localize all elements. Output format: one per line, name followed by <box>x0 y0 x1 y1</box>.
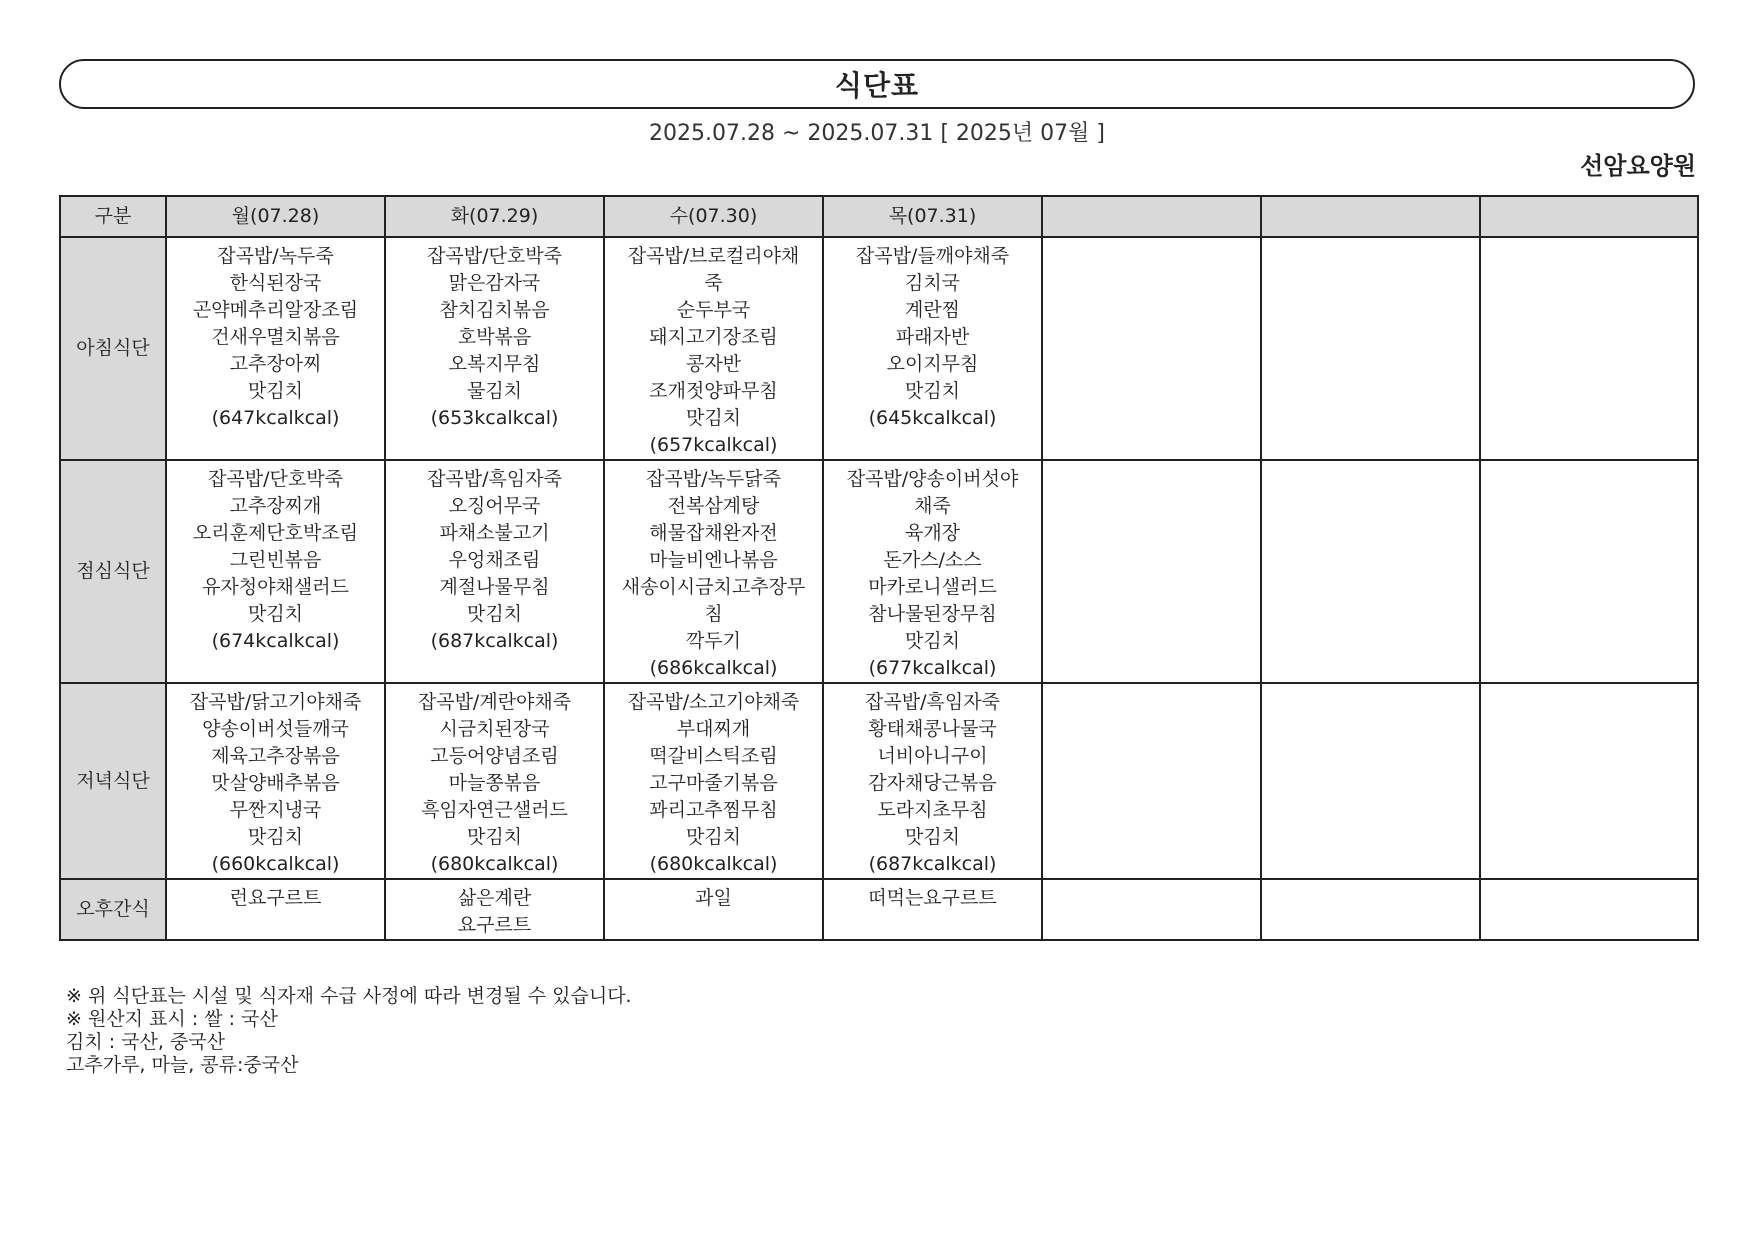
period-range: 2025.07.28 ~ 2025.07.31 [ 2025년 07월 ] <box>649 121 1105 146</box>
menu-item: 부대찌개 <box>676 718 751 740</box>
notes <box>66 985 632 1077</box>
row-breakfast <box>60 237 1698 460</box>
note-line: ※ 위 식단표는 시설 및 식자재 수급 사정에 따라 변경될 수 있습니다. <box>66 985 632 1007</box>
menu-item: 고등어양념조림 <box>430 745 559 767</box>
menu-item: (647kcalkcal) <box>211 407 340 429</box>
menu-item: 건새우멸치볶음 <box>211 326 340 348</box>
menu-item: (645kcalkcal) <box>868 407 997 429</box>
menu-item: 제육고추장볶음 <box>211 745 340 767</box>
menu-item: 마늘비엔나볶음 <box>649 549 778 571</box>
menu-cell <box>823 683 1042 879</box>
menu-item: 참나물된장무침 <box>868 603 997 625</box>
title-box <box>59 59 1695 109</box>
header-empty <box>1042 196 1261 237</box>
menu-item: 맛김치 <box>685 407 742 429</box>
menu-item: 유자청야채샐러드 <box>202 576 349 598</box>
menu-cell <box>1261 683 1480 879</box>
menu-cell <box>1480 879 1698 940</box>
menu-item: 콩자반 <box>685 353 742 375</box>
menu-item: 맛김치 <box>466 603 523 625</box>
menu-item: 곤약메추리알장조림 <box>192 299 359 321</box>
menu-cell <box>823 237 1042 460</box>
menu-item: 고추장아찌 <box>229 353 322 375</box>
menu-item: (674kcalkcal) <box>211 630 340 652</box>
menu-item: 파래자반 <box>895 326 970 348</box>
meal-category: 아침식단 <box>60 237 166 460</box>
menu-cell <box>385 460 604 683</box>
menu-cell <box>166 683 385 879</box>
menu-cell <box>1480 683 1698 879</box>
menu-cell <box>166 460 385 683</box>
menu-item: 잡곡밥/계란야채죽 <box>417 691 572 713</box>
meal-category: 오후간식 <box>60 879 166 940</box>
menu-cell <box>166 237 385 460</box>
note-line: 김치 : 국산, 중국산 <box>66 1031 226 1053</box>
menu-item: 채죽 <box>914 495 951 517</box>
menu-item: (653kcalkcal) <box>430 407 559 429</box>
menu-item: 시금치된장국 <box>439 718 550 740</box>
menu-cell <box>604 237 823 460</box>
menu-item: 맛김치 <box>685 826 742 848</box>
menu-item: 새송이시금치고추장무 <box>621 576 806 598</box>
menu-item: (686kcalkcal) <box>649 657 778 679</box>
menu-item: 돼지고기장조림 <box>649 326 778 348</box>
menu-cell <box>1261 879 1480 940</box>
menu-item: 침 <box>704 603 723 625</box>
header-monday: 월(07.28) <box>166 196 385 237</box>
menu-item: 참치김치볶음 <box>439 299 550 321</box>
menu-item: (657kcalkcal) <box>649 434 778 456</box>
header-wednesday: 수(07.30) <box>604 196 823 237</box>
menu-item: 깍두기 <box>685 630 742 652</box>
menu-item: 맛김치 <box>247 826 304 848</box>
row-lunch <box>60 460 1698 683</box>
menu-item: 그린빈볶음 <box>229 549 322 571</box>
menu-cell <box>385 879 604 940</box>
menu-cell <box>1480 460 1698 683</box>
menu-cell <box>1042 683 1261 879</box>
menu-item: 오이지무침 <box>886 353 979 375</box>
menu-item: 우엉채조림 <box>448 549 541 571</box>
note-line: ※ 원산지 표시 : 쌀 : 국산 <box>66 1008 278 1030</box>
menu-item: 떠먹는요구르트 <box>868 887 997 909</box>
menu-item: 잡곡밥/단호박죽 <box>427 245 562 267</box>
menu-item: 순두부국 <box>676 299 751 321</box>
menu-item: (687kcalkcal) <box>430 630 559 652</box>
menu-item: 맛김치 <box>904 630 961 652</box>
menu-item: (680kcalkcal) <box>430 853 559 875</box>
menu-cell <box>1042 460 1261 683</box>
menu-cell <box>604 460 823 683</box>
menu-item: 감자채당근볶음 <box>868 772 997 794</box>
menu-item: 맛김치 <box>904 380 961 402</box>
menu-item: 황태채콩나물국 <box>868 718 997 740</box>
menu-item: 양송이버섯들깨국 <box>202 718 349 740</box>
menu-item: 떡갈비스틱조림 <box>649 745 778 767</box>
menu-item: 맛김치 <box>247 603 304 625</box>
row-dinner <box>60 683 1698 879</box>
menu-item: 잡곡밥/녹두닭죽 <box>646 468 781 490</box>
menu-cell <box>385 683 604 879</box>
menu-item: 육개장 <box>904 522 961 544</box>
menu-item: 마카로니샐러드 <box>868 576 997 598</box>
menu-item: 도라지초무침 <box>877 799 988 821</box>
menu-item: 잡곡밥/소고기야채죽 <box>627 691 800 713</box>
menu-cell <box>823 879 1042 940</box>
menu-item: 돈가스/소스 <box>883 549 982 571</box>
menu-cell <box>385 237 604 460</box>
menu-item: 잡곡밥/단호박죽 <box>208 468 343 490</box>
menu-table <box>59 195 1699 941</box>
menu-item: (660kcalkcal) <box>211 853 340 875</box>
page-title: 식단표 <box>834 69 920 102</box>
menu-cell <box>604 683 823 879</box>
menu-item: 잡곡밥/브로컬리야채 <box>627 245 800 267</box>
menu-item: 과일 <box>695 887 732 909</box>
menu-item: 김치국 <box>904 272 961 294</box>
header-thursday: 목(07.31) <box>823 196 1042 237</box>
menu-item: 무짠지냉국 <box>229 799 322 821</box>
menu-item: 잡곡밥/녹두죽 <box>217 245 334 267</box>
meal-category: 저녁식단 <box>60 683 166 879</box>
note-line: 고추가루, 마늘, 콩류:중국산 <box>66 1054 299 1076</box>
header-empty <box>1261 196 1480 237</box>
header-empty <box>1480 196 1698 237</box>
menu-item: (687kcalkcal) <box>868 853 997 875</box>
menu-item: 호박볶음 <box>457 326 532 348</box>
menu-cell <box>823 460 1042 683</box>
meal-category: 점심식단 <box>60 460 166 683</box>
menu-item: 잡곡밥/흑임자죽 <box>427 468 562 490</box>
menu-cell <box>1261 460 1480 683</box>
menu-item: 한식된장국 <box>229 272 322 294</box>
menu-item: 계절나물무침 <box>439 576 550 598</box>
menu-item: 맑은감자국 <box>448 272 541 294</box>
menu-item: 죽 <box>704 272 723 294</box>
menu-item: 파채소불고기 <box>439 522 550 544</box>
facility-name: 선암요양원 <box>1580 152 1696 180</box>
menu-item: 오징어무국 <box>448 495 541 517</box>
menu-item: 잡곡밥/닭고기야채죽 <box>189 691 362 713</box>
menu-item: 너비아니구이 <box>877 745 988 767</box>
header-tuesday: 화(07.29) <box>385 196 604 237</box>
menu-item: 요구르트 <box>457 914 532 936</box>
menu-item: 잡곡밥/흑임자죽 <box>865 691 1000 713</box>
menu-item: 해물잡채완자전 <box>649 522 778 544</box>
menu-item: 맛김치 <box>466 826 523 848</box>
menu-item: 오복지무침 <box>448 353 541 375</box>
menu-cell <box>1042 879 1261 940</box>
menu-item: 고구마줄기볶음 <box>649 772 778 794</box>
menu-item: 맛김치 <box>904 826 961 848</box>
menu-cell <box>1042 237 1261 460</box>
menu-item: 맛살양배추볶음 <box>211 772 340 794</box>
menu-item: 계란찜 <box>904 299 961 321</box>
menu-item: 물김치 <box>466 380 523 402</box>
row-snack <box>60 879 1698 940</box>
menu-item: 삶은계란 <box>457 887 532 909</box>
menu-item: (677kcalkcal) <box>868 657 997 679</box>
menu-item: 맛김치 <box>247 380 304 402</box>
header-category: 구분 <box>60 196 166 237</box>
menu-item: 잡곡밥/들깨야채죽 <box>855 245 1010 267</box>
menu-item: 런요구르트 <box>229 887 322 909</box>
menu-cell <box>166 879 385 940</box>
menu-item: 조개젓양파무침 <box>649 380 778 402</box>
menu-item: 잡곡밥/양송이버섯야 <box>846 468 1019 490</box>
header-row <box>60 196 1698 237</box>
menu-cell <box>604 879 823 940</box>
menu-item: 마늘쫑볶음 <box>448 772 541 794</box>
menu-item: 꽈리고추찜무침 <box>649 799 778 821</box>
menu-item: 고추장찌개 <box>229 495 322 517</box>
menu-item: 전복삼계탕 <box>667 495 760 517</box>
menu-cell <box>1261 237 1480 460</box>
menu-item: 흑임자연근샐러드 <box>421 799 568 821</box>
menu-cell <box>1480 237 1698 460</box>
menu-item: (680kcalkcal) <box>649 853 778 875</box>
menu-item: 오리훈제단호박조림 <box>192 522 359 544</box>
